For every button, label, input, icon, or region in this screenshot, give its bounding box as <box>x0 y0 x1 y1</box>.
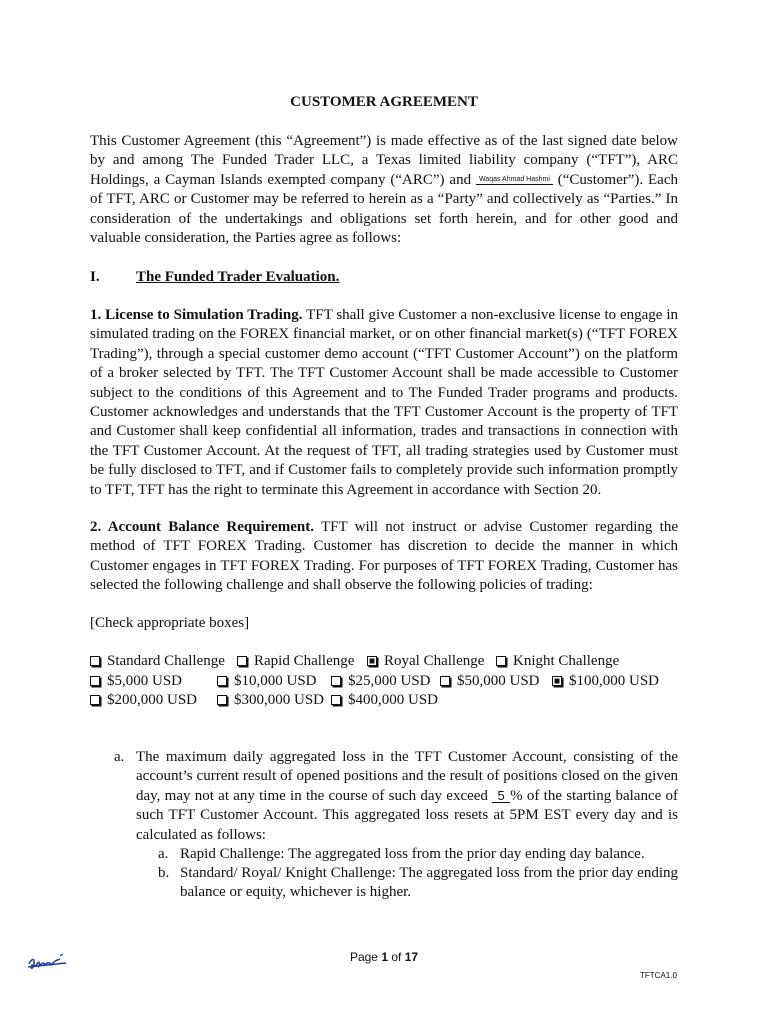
intro-text-2: (“Customer”). Each of TFT, ARC or Customer may be referred to herein as a “Party” and collectively as “Parties.” In consideration of the undertakings and obligations set forth herein, and for other good and valuable consideration, the Parties agree as follows: <box>90 171 678 247</box>
amount-options-row-2 <box>90 691 690 711</box>
section-title: The Funded Trader Evaluation. <box>136 269 340 285</box>
clause-1 <box>90 306 678 500</box>
option-25000[interactable]: $25,000 USD <box>331 672 431 691</box>
option-royal-challenge[interactable]: Royal Challenge <box>367 652 484 671</box>
checkbox-icon[interactable] <box>496 656 506 666</box>
page-word: Page <box>349 950 378 964</box>
list-label: b. <box>158 865 170 881</box>
document-code: TFTCA1.0 <box>640 971 677 980</box>
clause-1-body: TFT shall give Customer a non-exclusive license to engage in simulated trading on the FOREX financial market, or on other financial market(s) (“TFT FOREX Trading”), through a special customer demo account (“TFT Customer Account”) on the platform of a broker selected by TFT. The TFT Customer Account shall be made accessible to Customer subject to the conditions of this Agreement and to The Funded Trader programs and products. Customer acknowledges and understands that the TFT Customer Account is the property of TFT and Customer shall keep confidential all information, trades and transactions in connection with the TFT Customer Account. At the request of TFT, all trading strategies used by Customer must be fully disclosed to TFT, and if Customer fails to completely provide such information promptly to TFT, TFT has the right to terminate this Agreement in accordance with Section 20. <box>90 307 679 498</box>
intro-text-1: This Customer Agreement (this “Agreement”) is made effective as of the last signed date below by and among The Funded Trader LLC, a Texas limited liability company (“TFT”), ARC Holdings, a Cayman Islands exempted company (“ARC”) and <box>90 133 678 188</box>
checked-checkbox-icon[interactable] <box>367 656 377 666</box>
checkbox-icon[interactable] <box>90 695 100 705</box>
option-400000[interactable]: $400,000 USD <box>331 691 438 710</box>
option-knight-challenge[interactable]: Knight Challenge <box>496 652 619 671</box>
option-5000[interactable]: $5,000 USD <box>90 672 182 691</box>
list-item-a <box>114 748 678 845</box>
list-label: a. <box>114 749 125 765</box>
checked-checkbox-icon[interactable] <box>552 676 562 686</box>
intro-paragraph <box>90 132 678 248</box>
option-100000[interactable]: $100,000 USD <box>552 672 659 691</box>
checkbox-icon[interactable] <box>217 695 227 705</box>
sub-item-a <box>158 845 678 864</box>
amount-options-row-1 <box>90 672 690 692</box>
page-footer <box>0 948 768 967</box>
checkbox-icon[interactable] <box>440 676 450 686</box>
page-number: 1 <box>381 950 388 964</box>
option-10000[interactable]: $10,000 USD <box>217 672 317 691</box>
page-title: CUSTOMER AGREEMENT <box>290 94 478 110</box>
list-label: a. <box>158 846 169 862</box>
sub-item-text: Standard/ Royal/ Knight Challenge: The aggregated loss from the prior day ending balance or equity, whichever is higher. <box>180 865 678 901</box>
section-number: I. <box>90 269 100 285</box>
sub-item-text: Rapid Challenge: The aggregated loss from the prior day ending day balance. <box>180 846 645 862</box>
clause-2-body: TFT will not instruct or advise Customer regarding the method of TFT FOREX Trading. Customer has discretion to decide the manner in which Customer engages in TFT FOREX Trading. For purposes of TFT FOREX Trading, Customer has selected the following challenge and shall observe the following policies of trading: <box>90 519 678 594</box>
option-300000[interactable]: $300,000 USD <box>217 691 324 710</box>
page-total: 17 <box>404 950 419 964</box>
item-a-text-2: % of the starting balance of such TFT Customer Account. This aggregated loss resets at 5PM EST every day and is calculated as follows: <box>136 787 678 843</box>
checkbox-icon[interactable] <box>217 676 227 686</box>
checkbox-icon[interactable] <box>331 695 341 705</box>
challenge-options <box>90 652 690 672</box>
clause-1-heading: 1. License to Simulation Trading. <box>90 307 303 323</box>
checkbox-icon[interactable] <box>331 676 341 686</box>
option-200000[interactable]: $200,000 USD <box>90 691 197 710</box>
option-standard-challenge[interactable]: Standard Challenge <box>90 652 225 671</box>
checkbox-icon[interactable] <box>237 656 247 666</box>
option-50000[interactable]: $50,000 USD <box>440 672 540 691</box>
checkbox-icon[interactable] <box>90 656 100 666</box>
of-word: of <box>391 950 402 964</box>
item-a-text-1: The maximum daily aggregated loss in the TFT Customer Account, consisting of the account’s current result of opened positions and the result of positions closed on the given day, may not at any time in the course of such day exceed <box>136 749 678 804</box>
customer-name-field: Waqas Ahmad Hashmi <box>476 175 553 185</box>
percent-field: 5 <box>492 789 510 803</box>
checkbox-icon[interactable] <box>90 676 100 686</box>
clause-2-heading: 2. Account Balance Requirement. <box>90 519 315 535</box>
check-note: [Check appropriate boxes] <box>90 615 250 631</box>
option-rapid-challenge[interactable]: Rapid Challenge <box>237 652 354 671</box>
sub-item-b <box>158 864 678 903</box>
clause-2 <box>90 518 678 596</box>
